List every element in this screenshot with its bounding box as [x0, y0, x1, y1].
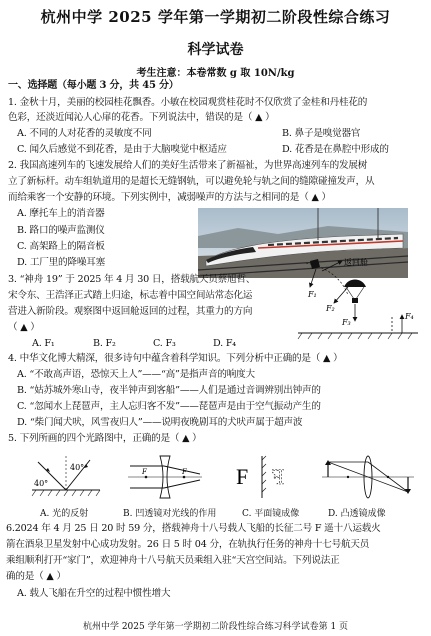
- page-footer: 杭州中学 2025 学年第一学期初二阶段性综合练习科学试卷第 1 页: [82, 622, 349, 632]
- q4-line1: 4. 中华文化博大精深，很多诗句中蕴含着科学知识。下列分析中正确的是（ ▲ ）: [8, 353, 343, 364]
- q2-line1: 2. 我国高速列车的飞速发展给人们的美好生活带来了新福祉，为世界高速列车的发展树: [8, 160, 368, 171]
- svg-text:F₄: F₄: [405, 312, 414, 321]
- q2-option-d: D. 工厂里的降噪耳塞: [17, 257, 105, 268]
- convex-lens-diagram: [320, 452, 416, 502]
- q2-line2: 立了新标杆。动车组轨道用的是超长无缝钢轨，可以避免轮与轨之间的缝隙碰撞发声，从: [8, 176, 375, 187]
- q2-option-b: B. 路口的噪声监测仪: [17, 225, 105, 236]
- angle-label-top: 40°: [70, 463, 85, 472]
- q6-option-a: A. 载人飞船在升空的过程中惯性增大: [17, 588, 171, 599]
- fig-d-caption: D. 凸透镜成像: [328, 509, 386, 519]
- exam-title: 杭州中学 2025 学年第一学期初二阶段性综合练习: [40, 8, 391, 26]
- q1-option-d: D. 花香是在鼻腔中形成的: [282, 144, 389, 155]
- q3-line4: （ ▲ ）: [8, 322, 40, 333]
- svg-text:F₃: F₃: [342, 318, 351, 327]
- exam-note: 考生注意：本卷常数 g 取 10N/kg: [136, 68, 295, 79]
- q2-option-c: C. 高架路上的隔音板: [17, 241, 105, 252]
- q3-line2: 宋令东、王浩泽正式踏上归途，标志着中国空间站常态化运: [8, 290, 253, 301]
- q1-option-b: B. 鼻子是嗅觉器官: [282, 128, 361, 139]
- section-heading: 一、选择题（每小题 3 分，共 45 分）: [8, 80, 179, 91]
- q3-option-a: A. F₁: [32, 338, 55, 349]
- reflection-diagram: [28, 452, 104, 502]
- capsule-label: 返回舱: [344, 258, 368, 267]
- capsule-figure: [296, 257, 420, 342]
- q1-line2: 色彩，还淡近闻沁人心扉的花香。下列说法中，错误的是（ ▲ ）: [8, 112, 275, 123]
- q6-line3: 乘组顺利打开“家门”，欢迎神舟十八号航天员乘组入驻“天宫空间站。下列说法正: [6, 555, 340, 566]
- q2-option-a: A. 摩托车上的消音器: [17, 208, 105, 219]
- q1-option-c: C. 闻久后感觉不到花香，是由于大脑嗅觉中枢适应: [17, 144, 227, 155]
- q3-option-c: C. F₃: [153, 338, 176, 349]
- svg-text:F: F: [182, 468, 187, 476]
- q5-line1: 5. 下列所画的四个光路图中，正确的是（ ▲ ）: [8, 433, 202, 444]
- angle-label-left: 40°: [34, 479, 49, 488]
- fig-b-caption: B. 凹透镜对光线的作用: [123, 509, 217, 519]
- q6-line4: 确的是（ ▲ ）: [6, 571, 66, 582]
- object-letter: F: [236, 464, 249, 489]
- q4-option-a: A. “不敢高声语，恐惊天上人”——“高”是指声音的响度大: [17, 369, 255, 380]
- q1-line1: 1. 金秋十月，美丽的校园桂花飘香。小敏在校园观赏桂花时不仅欣赏了金桂和丹桂花的: [8, 97, 368, 108]
- q2-line3: 而给乘客一个安静的环境。下列实例中，减弱噪声的方法与之相同的是（ ▲ ）: [8, 192, 331, 203]
- q3-line1: 3. “神舟 19” 于 2025 年 4 月 30 日，搭载航天员蔡旭哲、: [8, 274, 256, 285]
- q3-line3: 营进入新阶段。观察图中返回舱返回的过程，其重力的方向: [8, 306, 253, 317]
- q4-option-b: B. “姑苏城外寒山寺，夜半钟声到客船”——人们是通过音调辨别出钟声的: [17, 385, 321, 396]
- plane-mirror-diagram: [232, 452, 302, 502]
- q4-option-d: D. “柴门闻犬吠，风雪夜归人”——说明夜晚剧耳的犬吠声属于超声波: [17, 417, 303, 428]
- q6-line1: 6.2024 年 4 月 25 日 20 时 59 分，搭载神舟十八号载人飞船的长征二号 F 遥十八运载火: [6, 523, 381, 534]
- q4-option-c: C. “忽闻水上琵琶声，主人忘归客不发”——琵琶声是由于空气振动产生的: [17, 401, 321, 412]
- fig-c-caption: C. 平面镜成像: [242, 509, 300, 519]
- q3-option-d: D. F₄: [213, 338, 236, 349]
- svg-text:F₂: F₂: [326, 304, 335, 313]
- concave-lens-diagram: [126, 452, 204, 502]
- exam-subtitle: 科学试卷: [187, 42, 244, 58]
- q6-line2: 箭在酒泉卫星发射中心成功发射。26 日 5 时 04 分，在轨执行任务的神舟十七号航天员: [6, 539, 370, 550]
- svg-text:F₁: F₁: [308, 290, 317, 299]
- q1-option-a: A. 不同的人对花香的灵敏度不同: [17, 128, 152, 139]
- svg-text:F: F: [142, 468, 147, 476]
- image-letter: F: [271, 464, 284, 489]
- fig-a-caption: A. 光的反射: [40, 509, 89, 519]
- q3-option-b: B. F₂: [93, 338, 116, 349]
